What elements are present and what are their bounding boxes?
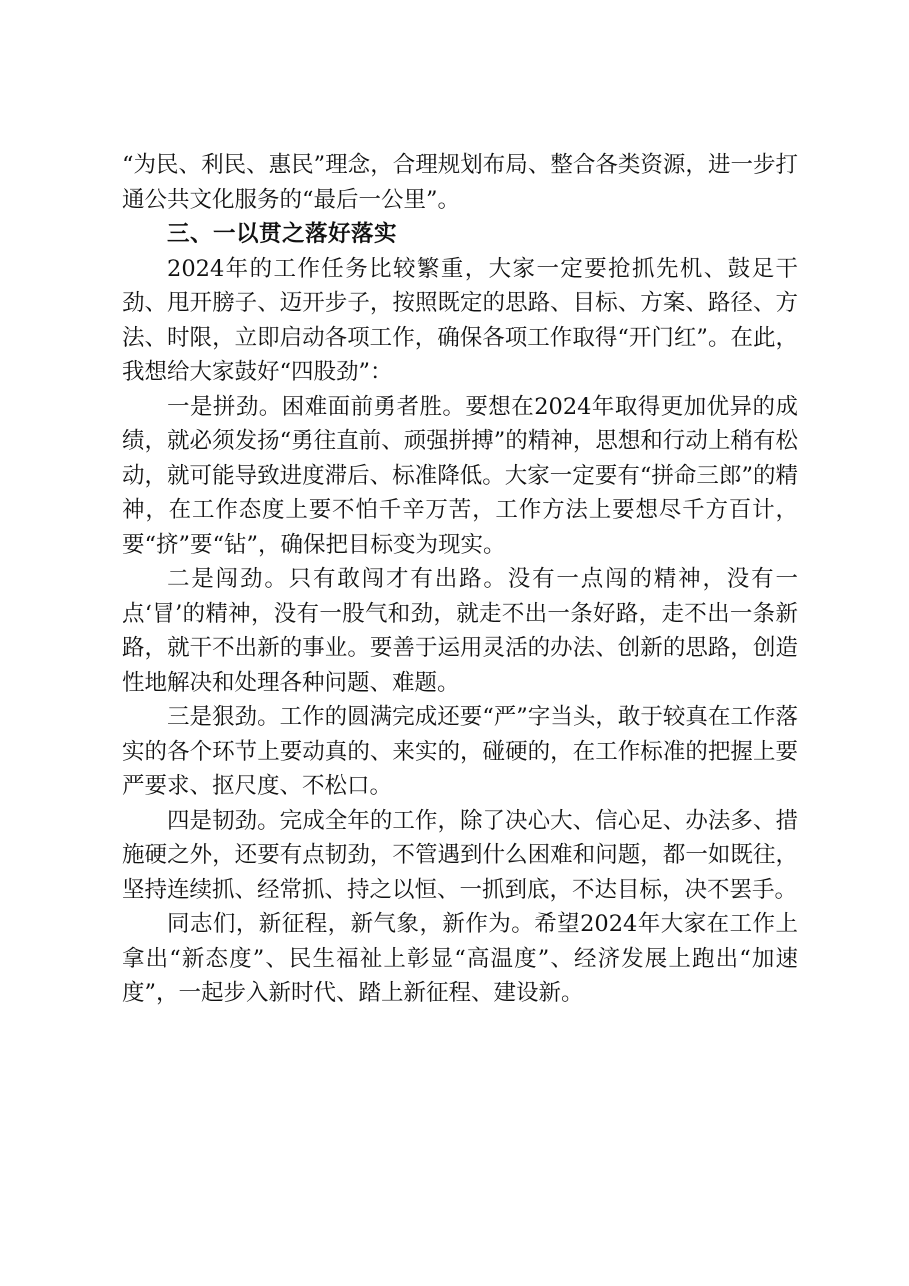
paragraph-henjin: 三是狠劲。工作的圆满完成还要“严”字当头，敢于较真在工作落实的各个环节上要动真的、来实的，碰硬的，在工作标准的把握上要严要求、抠尺度、不松口。	[122, 704, 798, 799]
paragraph-chuangjin: 二是闯劲。只有敢闯才有出路。没有一点闯的精神，没有一点‘冒’的精神，没有一股气和劲，就走不出一条好路，走不出一条新路，就干不出新的事业。要善于运用灵活的办法、创新的思路，创造性地解决和处理各种问题、难题。	[122, 566, 798, 696]
paragraph-pinjin: 一是拼劲。困难面前勇者胜。要想在2024年取得更加优异的成绩，就必须发扬“勇往直前、顽强拼搏”的精神，思想和行动上稍有松动，就可能导致进度滞后、标准降低。大家一定要有“拼命三郎”的精神，在工作态度上要不怕千辛万苦，工作方法上要想尽千方百计，要“挤”要“钻”，确保把目标变为现实。	[122, 393, 798, 558]
paragraph-continuation: “为民、利民、惠民”理念，合理规划布局、整合各类资源，进一步打通公共文化服务的“最后一公里”。	[122, 152, 798, 213]
section-heading: 三、一以贯之落好落实	[167, 221, 398, 247]
paragraph-intro: 2024年的工作任务比较繁重，大家一定要抢抓先机、鼓足干劲、甩开膀子、迈开步子，按照既定的思路、目标、方案、路径、方法、时限，立即启动各项工作，确保各项工作取得“开门红”。在此，我想给大家鼓好“四股劲”：	[122, 255, 798, 385]
paragraph-renjin: 四是韧劲。完成全年的工作，除了决心大、信心足、办法多、措施硬之外，还要有点韧劲，不管遇到什么困难和问题，都一如既往，坚持连续抓、经常抓、持之以恒、一抓到底，不达目标，决不罢手。	[122, 807, 798, 903]
paragraph-closing: 同志们，新征程，新气象，新作为。希望2024年大家在工作上拿出“新态度”、民生福祉上彰显“高温度”、经济发展上跑出“加速度”，一起步入新时代、踏上新征程、建设新。	[122, 911, 798, 1006]
document-body	[122, 148, 798, 1011]
